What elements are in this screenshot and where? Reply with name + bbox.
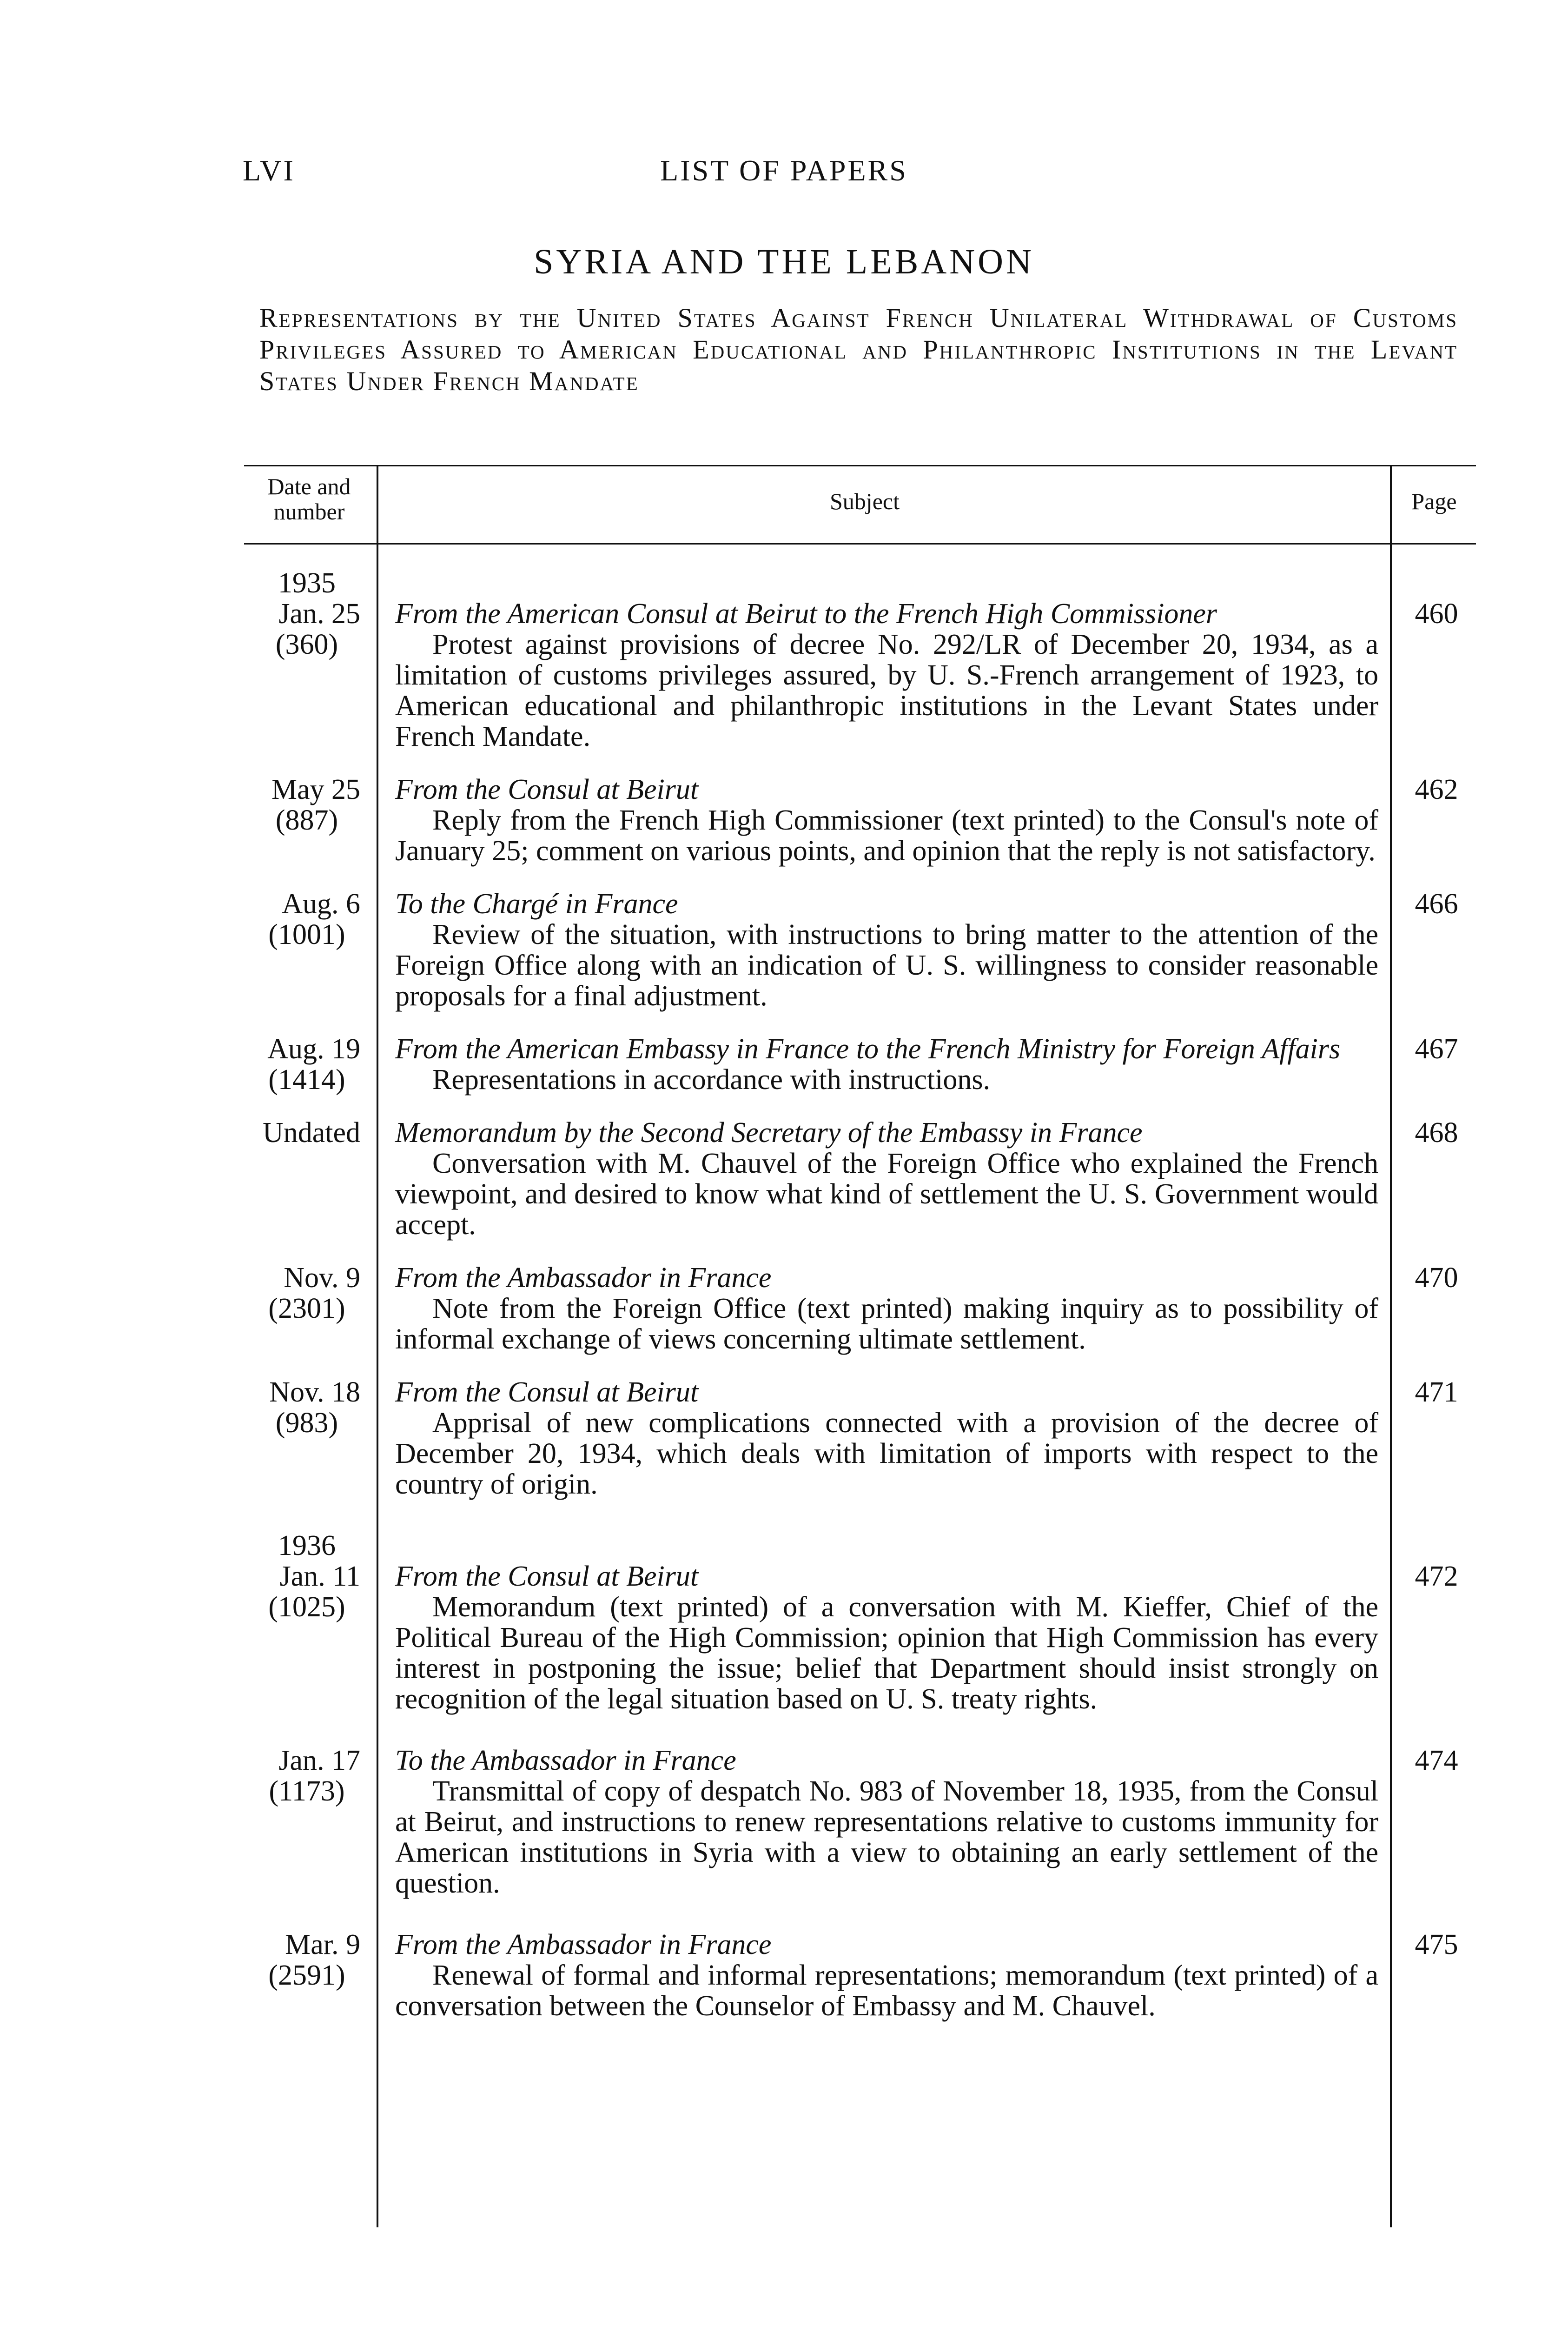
table-row: [244, 568, 1476, 752]
entry-description: Representations in accordance with instructions.: [432, 1064, 991, 1096]
entry-number: (1025): [268, 1591, 345, 1623]
date-number-cell: [244, 1745, 370, 1807]
date-number-cell: [244, 1034, 370, 1095]
page-cell: 471: [1415, 1376, 1458, 1408]
header-subject: Subject: [830, 488, 900, 514]
page-cell: 474: [1415, 1745, 1458, 1776]
date-number-cell: [244, 889, 370, 950]
entry-source: From the Ambassador in France: [395, 1929, 772, 1960]
entry-source: From the Consul at Beirut: [395, 774, 699, 805]
entry-description: Apprisal of new complications connected with a provision of the decree of December 20, 1934, which deals with limitation of imports with respect to the country of origin.: [395, 1407, 1378, 1500]
subject-cell: [395, 1117, 1378, 1240]
date-number-cell: [244, 1530, 370, 1622]
subject-cell: [395, 1034, 1378, 1095]
date-number-cell: [244, 1262, 370, 1324]
section-subtitle: Representations by the United States Against French Unilateral Withdrawal of Customs Privileges Assured to American Educational and Philanthropic Institutions in the Levant States Under French Mandate: [259, 303, 1458, 396]
date-number-cell: [244, 1377, 370, 1438]
table-body: [244, 545, 1476, 2021]
page-cell: 475: [1415, 1929, 1458, 1960]
entry-date: Jan. 11: [279, 1561, 360, 1592]
entry-description: Reply from the French High Commissioner (text printed) to the Consul's note of January 25; comment on various points, and opinion that the reply is not satisfactory.: [395, 804, 1378, 867]
entry-date: Aug. 6: [282, 888, 360, 920]
entry-number: (1414): [268, 1064, 345, 1096]
entry-date: Undated: [262, 1117, 360, 1149]
section-title: SYRIA AND THE LEBANON: [534, 242, 1034, 281]
page-cell: 470: [1415, 1262, 1458, 1294]
page-cell: 460: [1415, 598, 1458, 630]
date-number-cell: [244, 1929, 370, 1991]
entry-date: May 25: [271, 774, 360, 805]
entry-number: (2301): [268, 1293, 345, 1324]
entry-year: 1936: [278, 1530, 336, 1561]
table-row: [244, 1034, 1476, 1095]
running-title: LIST OF PAPERS: [660, 154, 908, 187]
entry-source: From the American Embassy in France to the French Ministry for Foreign Affairs: [395, 1033, 1341, 1065]
page-cell: 466: [1415, 888, 1458, 920]
entry-date: Aug. 19: [267, 1033, 360, 1065]
entry-number: (2591): [268, 1960, 345, 1991]
entry-source: To the Chargé in France: [395, 888, 678, 920]
subject-cell: [395, 568, 1378, 752]
subject-cell: [395, 1929, 1378, 2021]
table-row: [244, 774, 1476, 866]
page-cell: 462: [1415, 774, 1458, 805]
table-row: [244, 1377, 1476, 1500]
page-header: [0, 153, 1568, 195]
page-folio: LVI: [243, 154, 295, 187]
page-cell: 472: [1415, 1561, 1458, 1592]
entry-description: Renewal of formal and informal representations; memorandum (text printed) of a conversation between the Counselor of Embassy and M. Chauvel.: [395, 1960, 1378, 2022]
header-date-number: Date and number: [267, 473, 351, 525]
table-row: [244, 1530, 1476, 1714]
subject-cell: [395, 1530, 1378, 1714]
page-cell: 467: [1415, 1033, 1458, 1065]
papers-table: [244, 465, 1476, 2044]
entry-source: To the Ambassador in France: [395, 1745, 736, 1776]
entry-number: (1173): [269, 1775, 345, 1807]
entry-description: Memorandum (text printed) of a conversation with M. Kieffer, Chief of the Political Bureau of the High Commission; opinion that High Commission has every interest in postponing the issue; belief that Department should insist strongly on recognition of the legal situation based on U. S. treaty rights.: [395, 1591, 1378, 1715]
entry-source: Memorandum by the Second Secretary of the Embassy in France: [395, 1117, 1143, 1149]
subject-cell: [395, 889, 1378, 1011]
entry-source: From the Consul at Beirut: [395, 1561, 699, 1592]
entry-year: 1935: [278, 567, 336, 599]
table-row: [244, 1262, 1476, 1355]
subject-cell: [395, 774, 1378, 866]
table-header: [244, 465, 1476, 545]
date-number-cell: [244, 1117, 370, 1148]
entry-number: (1001): [268, 919, 345, 950]
entry-date: Jan. 17: [278, 1745, 360, 1776]
entry-description: Transmittal of copy of despatch No. 983 of November 18, 1935, from the Consul at Beirut, and instructions to renew representations relative to customs immunity for American institutions in Syria with a view to obtaining an early settlement of the question.: [395, 1775, 1378, 1899]
entry-description: Review of the situation, with instructions to bring matter to the attention of the Foreign Office along with an indication of U. S. willingness to consider reasonable proposals for a final adjustment.: [395, 919, 1378, 1012]
entry-date: Mar. 9: [285, 1929, 360, 1960]
table-row: [244, 1745, 1476, 1899]
entry-number: (887): [275, 804, 338, 836]
entry-source: From the Consul at Beirut: [395, 1376, 699, 1408]
entry-number: (983): [275, 1407, 338, 1439]
date-number-cell: [244, 568, 370, 660]
header-page: Page: [1411, 488, 1457, 514]
entry-date: Jan. 25: [278, 598, 360, 630]
subject-cell: [395, 1262, 1378, 1355]
table-row: [244, 1929, 1476, 2021]
entry-number: (360): [275, 629, 338, 660]
date-number-cell: [244, 774, 370, 836]
entry-source: From the American Consul at Beirut to the French High Commissioner: [395, 598, 1217, 630]
table-row: [244, 1117, 1476, 1240]
subject-cell: [395, 1377, 1378, 1500]
entry-date: Nov. 18: [269, 1376, 360, 1408]
subject-cell: [395, 1745, 1378, 1899]
entry-description: Conversation with M. Chauvel of the Foreign Office who explained the French viewpoint, and desired to know what kind of settlement the U. S. Government would accept.: [395, 1148, 1378, 1241]
table-row: [244, 889, 1476, 1011]
page-cell: 468: [1415, 1117, 1458, 1149]
entry-date: Nov. 9: [284, 1262, 360, 1294]
entry-source: From the Ambassador in France: [395, 1262, 772, 1294]
entry-description: Note from the Foreign Office (text printed) making inquiry as to possibility of informal exchange of views concerning ultimate settlement.: [395, 1293, 1378, 1355]
entry-description: Protest against provisions of decree No. 292/LR of December 20, 1934, as a limitation of customs privileges assured, by U. S.-French arrangement of 1923, to American educational and philanthropic institutions in the Levant States under French Mandate.: [395, 629, 1378, 752]
